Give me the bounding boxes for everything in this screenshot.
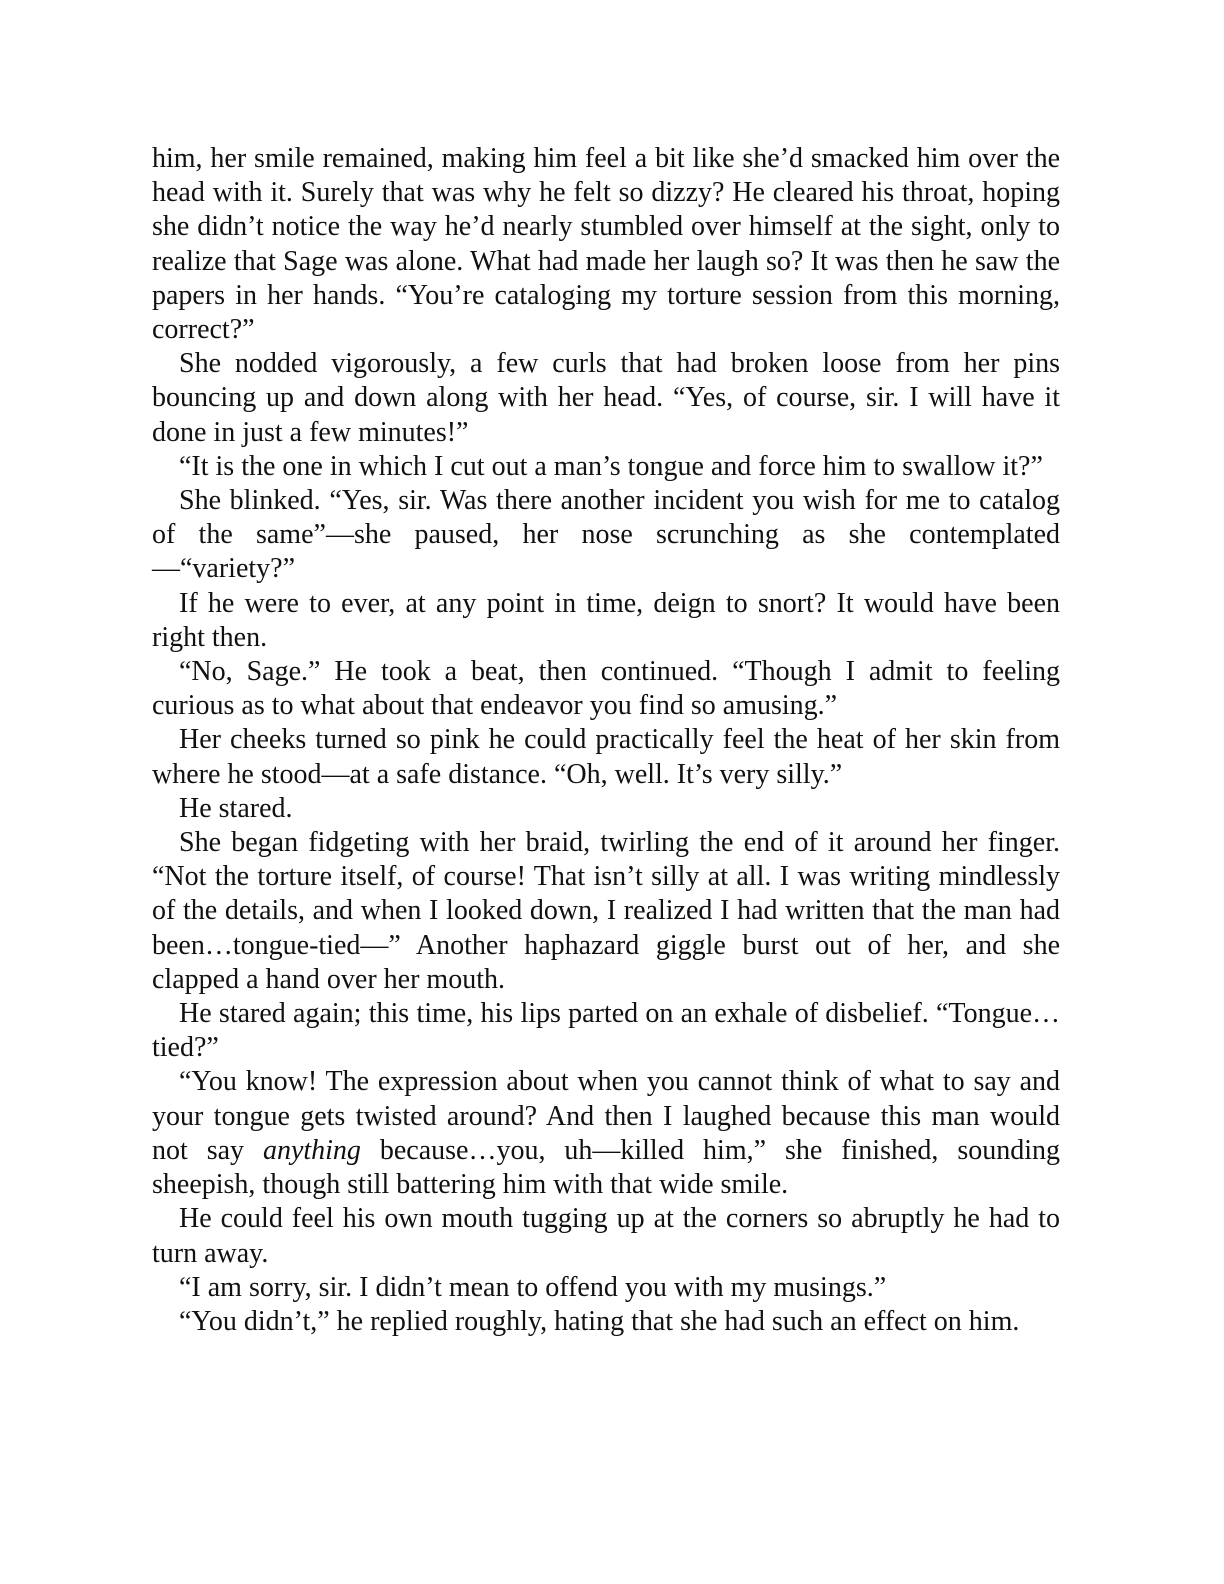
paragraph-14: “You didn’t,” he replied roughly, hating that she had such an effect on him.	[179, 1305, 1020, 1337]
paragraph-10: He stared again; this time, his lips parted on an exhale of disbelief. “Tongue…tied?”	[152, 998, 1060, 1064]
paragraph-5: If he were to ever, at any point in time, deign to snort? It would have been right then.	[152, 587, 1060, 653]
paragraph-12: He could feel his own mouth tugging up at the corners so abruptly he had to turn away.	[152, 1203, 1060, 1269]
paragraph-11-text-before: “You know! The expression about when you cannot think of what to say and your tongue gets twisted around? And then I laughed because this man would not say	[152, 1066, 1060, 1166]
paragraph-2: She nodded vigorously, a few curls that had broken loose from her pins bouncing up and down along with her head. “Yes, of course, sir. I will have it done in just a few minutes!”	[152, 348, 1060, 448]
page-body	[152, 142, 1060, 1339]
paragraph-13: “I am sorry, sir. I didn’t mean to offend you with my musings.”	[179, 1271, 887, 1303]
paragraph-8: He stared.	[179, 792, 293, 824]
paragraph-1: him, her smile remained, making him feel a bit like she’d smacked him over the head with it. Surely that was why he felt so dizzy? He cleared his throat, hoping she didn’t notice the way he’d nearly stumbled over himself at the sight, only to realize that Sage was alone. What had made her laugh so? It was then he saw the papers in her hands. “You’re cataloging my torture session from this morning, correct?”	[152, 143, 1060, 346]
paragraph-11-text-after: because…you, uh—killed him,” she finished, sounding sheepish, though still battering him with that wide smile.	[152, 1134, 1060, 1201]
paragraph-4: She blinked. “Yes, sir. Was there another incident you wish for me to catalog of the same”—she paused, her nose scrunching as she contemplated —“variety?”	[152, 485, 1060, 585]
paragraph-9: She began fidgeting with her braid, twirling the end of it around her finger. “Not the torture itself, of course! That isn’t silly at all. I was writing mindlessly of the details, and when I looked down, I realized I had written that the man had been…tongue-tied—” Another haphazard giggle burst out of her, and she clapped a hand over her mouth.	[152, 827, 1060, 995]
paragraph-7: Her cheeks turned so pink he could practically feel the heat of her skin from where he stood—at a safe distance. “Oh, well. It’s very silly.”	[152, 724, 1060, 790]
paragraph-11	[152, 1065, 1060, 1202]
paragraph-11-emphasis: anything	[262, 1134, 361, 1166]
paragraph-3: “It is the one in which I cut out a man’s tongue and force him to swallow it?”	[179, 450, 1043, 482]
paragraph-6: “No, Sage.” He took a beat, then continued. “Though I admit to feeling curious as to what about that endeavor you find so amusing.”	[152, 656, 1060, 722]
